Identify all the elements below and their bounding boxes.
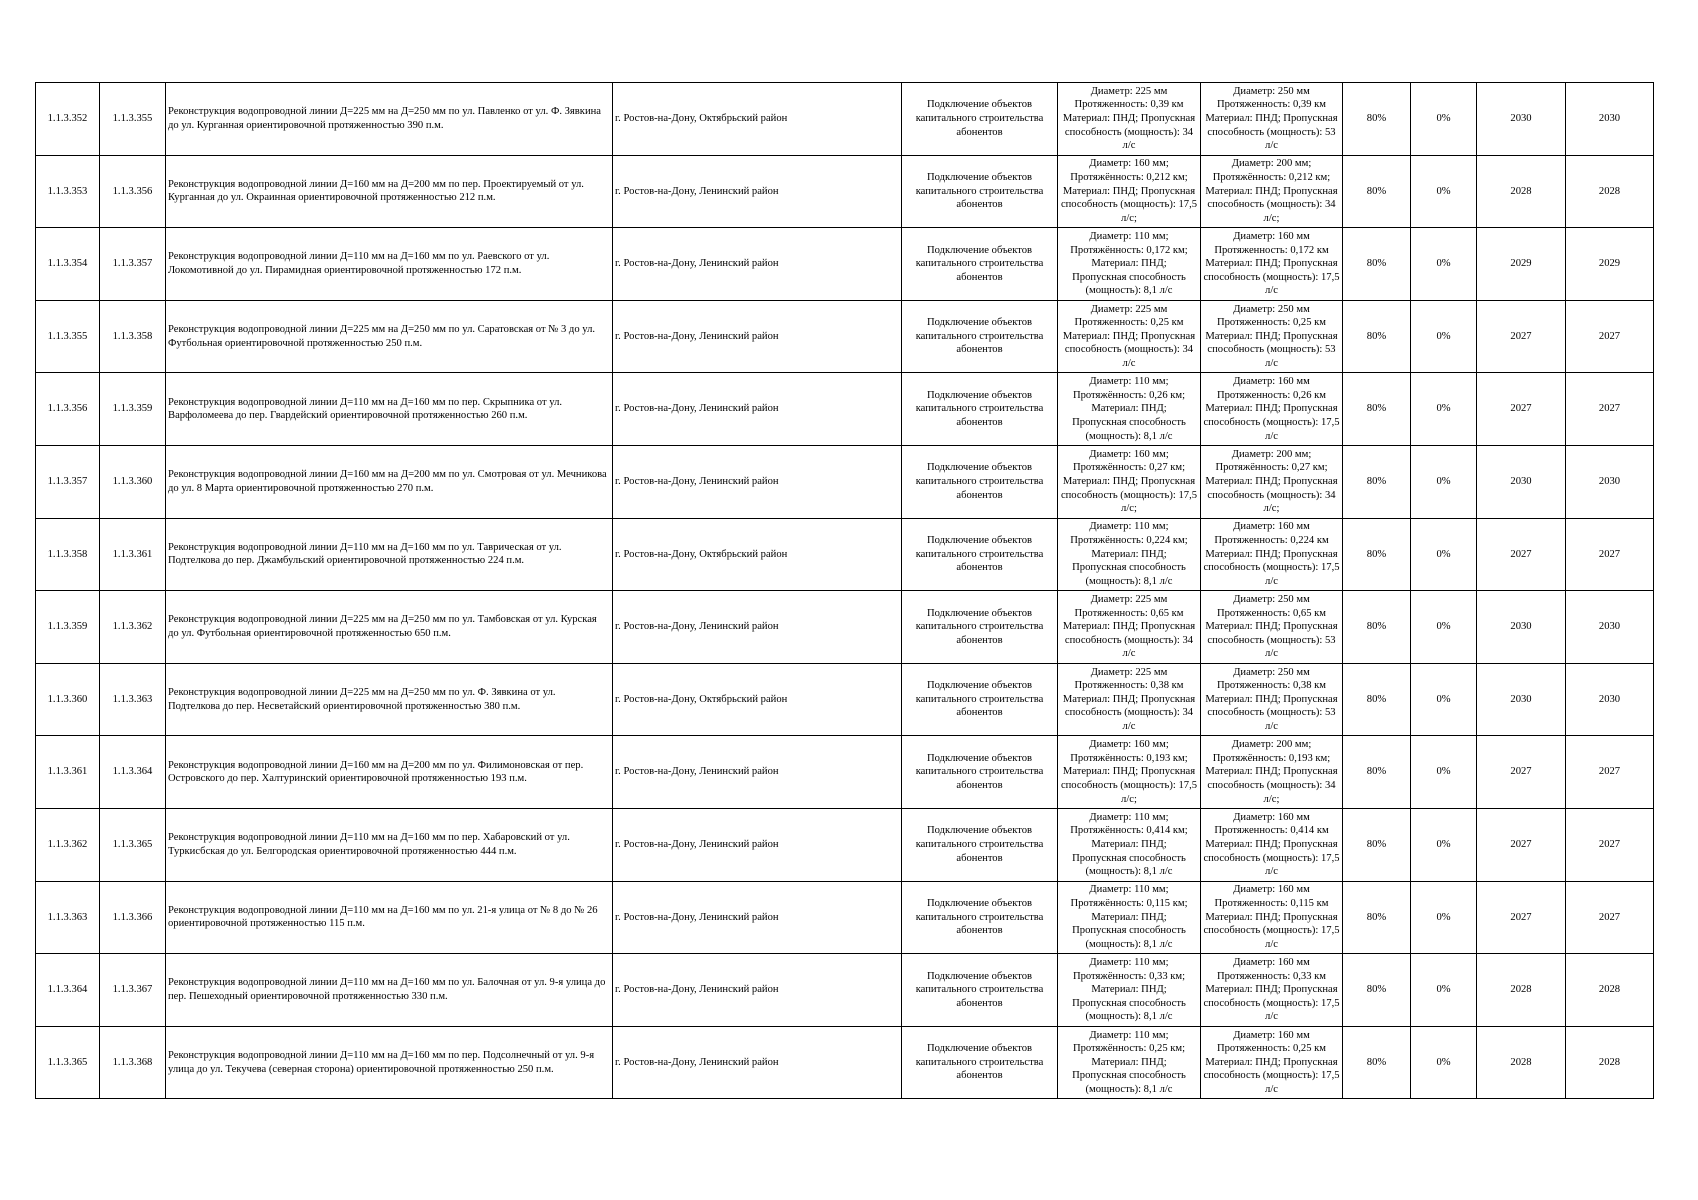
cell-purpose: Подключение объектов капитального строительства абонентов — [902, 591, 1058, 664]
table-row — [36, 954, 1654, 1027]
cell-percent-2: 0% — [1411, 663, 1477, 736]
cell-code: 1.1.3.356 — [100, 155, 166, 228]
cell-parameters-before: Диаметр: 110 мм; Протяжённость: 0,26 км; Материал: ПНД; Пропускная способность (мощность): 8,1 л/с — [1058, 373, 1201, 446]
cell-purpose: Подключение объектов капитального строительства абонентов — [902, 445, 1058, 518]
cell-year-end: 2027 — [1566, 736, 1654, 809]
cell-year-start: 2028 — [1477, 1026, 1566, 1099]
cell-year-start: 2028 — [1477, 954, 1566, 1027]
cell-code: 1.1.3.355 — [100, 83, 166, 156]
cell-project-name: Реконструкция водопроводной линии Д=225 мм на Д=250 мм по ул. Тамбовская от ул. Курская до ул. Футбольная ориентировочной протяженностью 650 п.м. — [166, 591, 613, 664]
cell-parameters-before: Диаметр: 225 мм Протяженность: 0,65 км Материал: ПНД; Пропускная способность (мощность): 34 л/с — [1058, 591, 1201, 664]
cell-parameters-before: Диаметр: 160 мм; Протяжённость: 0,212 км; Материал: ПНД; Пропускная способность (мощность): 17,5 л/с; — [1058, 155, 1201, 228]
cell-year-end: 2027 — [1566, 300, 1654, 373]
cell-project-name: Реконструкция водопроводной линии Д=225 мм на Д=250 мм по ул. Саратовская от № 3 до ул. Футбольная ориентировочной протяженностью 250 п.м. — [166, 300, 613, 373]
cell-location: г. Ростов-на-Дону, Ленинский район — [613, 228, 902, 301]
cell-parameters-after: Диаметр: 160 мм Протяженность: 0,224 км Материал: ПНД; Пропускная способность (мощность): 17,5 л/с — [1201, 518, 1343, 591]
cell-parameters-after: Диаметр: 160 мм Протяженность: 0,172 км Материал: ПНД; Пропускная способность (мощность): 17,5 л/с — [1201, 228, 1343, 301]
cell-percent-2: 0% — [1411, 518, 1477, 591]
cell-location: г. Ростов-на-Дону, Ленинский район — [613, 1026, 902, 1099]
cell-parameters-after: Диаметр: 160 мм Протяженность: 0,115 км Материал: ПНД; Пропускная способность (мощность): 17,5 л/с — [1201, 881, 1343, 954]
cell-code: 1.1.3.366 — [100, 881, 166, 954]
cell-number: 1.1.3.365 — [36, 1026, 100, 1099]
cell-percent-2: 0% — [1411, 954, 1477, 1027]
cell-percent-1: 80% — [1343, 228, 1411, 301]
cell-project-name: Реконструкция водопроводной линии Д=110 мм на Д=160 мм по пер. Хабаровский от ул. Туркисбская до ул. Белгородская ориентировочной протяженностью 444 п.м. — [166, 808, 613, 881]
table-row — [36, 373, 1654, 446]
cell-number: 1.1.3.363 — [36, 881, 100, 954]
cell-year-start: 2027 — [1477, 373, 1566, 446]
table-row — [36, 808, 1654, 881]
cell-project-name: Реконструкция водопроводной линии Д=225 мм на Д=250 мм по ул. Ф. Зявкина от ул. Подтелкова до пер. Несветайский ориентировочной протяженностью 380 п.м. — [166, 663, 613, 736]
cell-location: г. Ростов-на-Дону, Ленинский район — [613, 954, 902, 1027]
cell-parameters-before: Диаметр: 110 мм; Протяжённость: 0,414 км; Материал: ПНД; Пропускная способность (мощность): 8,1 л/с — [1058, 808, 1201, 881]
cell-percent-1: 80% — [1343, 954, 1411, 1027]
cell-purpose: Подключение объектов капитального строительства абонентов — [902, 228, 1058, 301]
cell-parameters-before: Диаметр: 110 мм; Протяжённость: 0,25 км; Материал: ПНД; Пропускная способность (мощность): 8,1 л/с — [1058, 1026, 1201, 1099]
cell-project-name: Реконструкция водопроводной линии Д=110 мм на Д=160 мм по пер. Подсолнечный от ул. 9-я улица до ул. Текучева (северная сторона) ориентировочной протяженностью 250 п.м. — [166, 1026, 613, 1099]
cell-year-end: 2028 — [1566, 155, 1654, 228]
cell-location: г. Ростов-на-Дону, Ленинский район — [613, 445, 902, 518]
cell-year-start: 2027 — [1477, 736, 1566, 809]
cell-location: г. Ростов-на-Дону, Ленинский район — [613, 373, 902, 446]
cell-parameters-before: Диаметр: 110 мм; Протяжённость: 0,33 км; Материал: ПНД; Пропускная способность (мощность): 8,1 л/с — [1058, 954, 1201, 1027]
cell-project-name: Реконструкция водопроводной линии Д=160 мм на Д=200 мм по пер. Проектируемый от ул. Курганная до ул. Окраинная ориентировочной протяженностью 212 п.м. — [166, 155, 613, 228]
cell-percent-1: 80% — [1343, 300, 1411, 373]
cell-purpose: Подключение объектов капитального строительства абонентов — [902, 663, 1058, 736]
table-row — [36, 591, 1654, 664]
cell-number: 1.1.3.357 — [36, 445, 100, 518]
cell-project-name: Реконструкция водопроводной линии Д=110 мм на Д=160 мм по ул. 21-я улица от № 8 до № 26 ориентировочной протяженностью 115 п.м. — [166, 881, 613, 954]
cell-year-end: 2027 — [1566, 808, 1654, 881]
table-row — [36, 881, 1654, 954]
cell-location: г. Ростов-на-Дону, Ленинский район — [613, 155, 902, 228]
cell-percent-1: 80% — [1343, 373, 1411, 446]
cell-parameters-after: Диаметр: 250 мм Протяженность: 0,25 км Материал: ПНД; Пропускная способность (мощность): 53 л/с — [1201, 300, 1343, 373]
cell-parameters-before: Диаметр: 110 мм; Протяжённость: 0,224 км; Материал: ПНД; Пропускная способность (мощность): 8,1 л/с — [1058, 518, 1201, 591]
cell-year-start: 2028 — [1477, 155, 1566, 228]
cell-percent-2: 0% — [1411, 736, 1477, 809]
cell-percent-2: 0% — [1411, 591, 1477, 664]
table-row — [36, 155, 1654, 228]
cell-year-start: 2027 — [1477, 808, 1566, 881]
cell-percent-1: 80% — [1343, 663, 1411, 736]
cell-location: г. Ростов-на-Дону, Ленинский район — [613, 591, 902, 664]
cell-code: 1.1.3.360 — [100, 445, 166, 518]
cell-number: 1.1.3.355 — [36, 300, 100, 373]
cell-percent-1: 80% — [1343, 155, 1411, 228]
cell-code: 1.1.3.361 — [100, 518, 166, 591]
cell-parameters-after: Диаметр: 250 мм Протяженность: 0,39 км Материал: ПНД; Пропускная способность (мощность): 53 л/с — [1201, 83, 1343, 156]
cell-code: 1.1.3.363 — [100, 663, 166, 736]
cell-percent-1: 80% — [1343, 518, 1411, 591]
cell-percent-2: 0% — [1411, 228, 1477, 301]
cell-percent-1: 80% — [1343, 83, 1411, 156]
cell-parameters-after: Диаметр: 200 мм; Протяжённость: 0,212 км; Материал: ПНД; Пропускная способность (мощность): 34 л/с; — [1201, 155, 1343, 228]
cell-location: г. Ростов-на-Дону, Октябрьский район — [613, 663, 902, 736]
cell-location: г. Ростов-на-Дону, Ленинский район — [613, 300, 902, 373]
cell-percent-1: 80% — [1343, 591, 1411, 664]
cell-number: 1.1.3.361 — [36, 736, 100, 809]
cell-purpose: Подключение объектов капитального строительства абонентов — [902, 83, 1058, 156]
cell-percent-1: 80% — [1343, 881, 1411, 954]
cell-parameters-after: Диаметр: 160 мм Протяженность: 0,33 км Материал: ПНД; Пропускная способность (мощность): 17,5 л/с — [1201, 954, 1343, 1027]
cell-code: 1.1.3.367 — [100, 954, 166, 1027]
cell-year-end: 2029 — [1566, 228, 1654, 301]
cell-location: г. Ростов-на-Дону, Ленинский район — [613, 881, 902, 954]
cell-project-name: Реконструкция водопроводной линии Д=225 мм на Д=250 мм по ул. Павленко от ул. Ф. Зявкина до ул. Курганная ориентировочной протяженностью 390 п.м. — [166, 83, 613, 156]
cell-number: 1.1.3.364 — [36, 954, 100, 1027]
cell-percent-2: 0% — [1411, 1026, 1477, 1099]
cell-code: 1.1.3.362 — [100, 591, 166, 664]
cell-parameters-before: Диаметр: 110 мм; Протяжённость: 0,172 км; Материал: ПНД; Пропускная способность (мощность): 8,1 л/с — [1058, 228, 1201, 301]
cell-year-start: 2027 — [1477, 881, 1566, 954]
table-row — [36, 228, 1654, 301]
cell-parameters-before: Диаметр: 160 мм; Протяжённость: 0,193 км; Материал: ПНД; Пропускная способность (мощность): 17,5 л/с; — [1058, 736, 1201, 809]
cell-percent-2: 0% — [1411, 808, 1477, 881]
cell-year-start: 2030 — [1477, 591, 1566, 664]
cell-percent-2: 0% — [1411, 83, 1477, 156]
cell-parameters-before: Диаметр: 110 мм; Протяжённость: 0,115 км; Материал: ПНД; Пропускная способность (мощность): 8,1 л/с — [1058, 881, 1201, 954]
cell-year-end: 2030 — [1566, 591, 1654, 664]
cell-year-start: 2030 — [1477, 663, 1566, 736]
table-row — [36, 445, 1654, 518]
cell-code: 1.1.3.368 — [100, 1026, 166, 1099]
cell-parameters-before: Диаметр: 160 мм; Протяжённость: 0,27 км; Материал: ПНД; Пропускная способность (мощность): 17,5 л/с; — [1058, 445, 1201, 518]
cell-year-start: 2030 — [1477, 83, 1566, 156]
cell-year-start: 2029 — [1477, 228, 1566, 301]
cell-purpose: Подключение объектов капитального строительства абонентов — [902, 518, 1058, 591]
cell-project-name: Реконструкция водопроводной линии Д=110 мм на Д=160 мм по ул. Таврическая от ул. Подтелкова до пер. Джамбульский ориентировочной протяженностью 224 п.м. — [166, 518, 613, 591]
cell-location: г. Ростов-на-Дону, Ленинский район — [613, 808, 902, 881]
cell-number: 1.1.3.360 — [36, 663, 100, 736]
cell-parameters-before: Диаметр: 225 мм Протяженность: 0,39 км Материал: ПНД; Пропускная способность (мощность): 34 л/с — [1058, 83, 1201, 156]
cell-year-end: 2030 — [1566, 445, 1654, 518]
table-row — [36, 663, 1654, 736]
cell-code: 1.1.3.364 — [100, 736, 166, 809]
table-body — [36, 83, 1654, 1099]
cell-purpose: Подключение объектов капитального строительства абонентов — [902, 373, 1058, 446]
cell-percent-1: 80% — [1343, 736, 1411, 809]
cell-purpose: Подключение объектов капитального строительства абонентов — [902, 300, 1058, 373]
cell-project-name: Реконструкция водопроводной линии Д=160 мм на Д=200 мм по ул. Смотровая от ул. Мечникова до ул. 8 Марта ориентировочной протяженностью 270 п.м. — [166, 445, 613, 518]
cell-number: 1.1.3.352 — [36, 83, 100, 156]
cell-location: г. Ростов-на-Дону, Ленинский район — [613, 736, 902, 809]
cell-percent-1: 80% — [1343, 445, 1411, 518]
cell-code: 1.1.3.365 — [100, 808, 166, 881]
cell-code: 1.1.3.359 — [100, 373, 166, 446]
cell-number: 1.1.3.356 — [36, 373, 100, 446]
cell-purpose: Подключение объектов капитального строительства абонентов — [902, 881, 1058, 954]
cell-number: 1.1.3.362 — [36, 808, 100, 881]
cell-percent-2: 0% — [1411, 300, 1477, 373]
cell-project-name: Реконструкция водопроводной линии Д=110 мм на Д=160 мм по пер. Скрыпника от ул. Варфоломеева до пер. Гвардейский ориентировочной протяженностью 260 п.м. — [166, 373, 613, 446]
cell-parameters-after: Диаметр: 200 мм; Протяжённость: 0,193 км; Материал: ПНД; Пропускная способность (мощность): 34 л/с; — [1201, 736, 1343, 809]
cell-parameters-before: Диаметр: 225 мм Протяженность: 0,38 км Материал: ПНД; Пропускная способность (мощность): 34 л/с — [1058, 663, 1201, 736]
table-row — [36, 1026, 1654, 1099]
cell-year-end: 2030 — [1566, 83, 1654, 156]
cell-year-end: 2028 — [1566, 954, 1654, 1027]
cell-year-end: 2027 — [1566, 518, 1654, 591]
cell-parameters-after: Диаметр: 160 мм Протяженность: 0,25 км Материал: ПНД; Пропускная способность (мощность): 17,5 л/с — [1201, 1026, 1343, 1099]
cell-project-name: Реконструкция водопроводной линии Д=160 мм на Д=200 мм по ул. Филимоновская от пер. Островского до пер. Халтуринский ориентировочной протяженностью 193 п.м. — [166, 736, 613, 809]
cell-number: 1.1.3.358 — [36, 518, 100, 591]
cell-code: 1.1.3.358 — [100, 300, 166, 373]
cell-number: 1.1.3.354 — [36, 228, 100, 301]
cell-year-end: 2027 — [1566, 881, 1654, 954]
cell-percent-2: 0% — [1411, 445, 1477, 518]
table-row — [36, 518, 1654, 591]
cell-year-start: 2030 — [1477, 445, 1566, 518]
cell-year-start: 2027 — [1477, 300, 1566, 373]
cell-parameters-after: Диаметр: 200 мм; Протяжённость: 0,27 км; Материал: ПНД; Пропускная способность (мощность): 34 л/с; — [1201, 445, 1343, 518]
cell-purpose: Подключение объектов капитального строительства абонентов — [902, 808, 1058, 881]
cell-purpose: Подключение объектов капитального строительства абонентов — [902, 155, 1058, 228]
cell-project-name: Реконструкция водопроводной линии Д=110 мм на Д=160 мм по ул. Раевского от ул. Локомотивной до ул. Пирамидная ориентировочной протяженностью 172 п.м. — [166, 228, 613, 301]
cell-purpose: Подключение объектов капитального строительства абонентов — [902, 1026, 1058, 1099]
cell-parameters-after: Диаметр: 160 мм Протяженность: 0,414 км Материал: ПНД; Пропускная способность (мощность): 17,5 л/с — [1201, 808, 1343, 881]
cell-parameters-before: Диаметр: 225 мм Протяженность: 0,25 км Материал: ПНД; Пропускная способность (мощность): 34 л/с — [1058, 300, 1201, 373]
cell-percent-1: 80% — [1343, 808, 1411, 881]
cell-number: 1.1.3.359 — [36, 591, 100, 664]
cell-location: г. Ростов-на-Дону, Октябрьский район — [613, 518, 902, 591]
cell-project-name: Реконструкция водопроводной линии Д=110 мм на Д=160 мм по ул. Балочная от ул. 9-я улица до пер. Пешеходный ориентировочной протяженностью 330 п.м. — [166, 954, 613, 1027]
cell-parameters-after: Диаметр: 250 мм Протяженность: 0,38 км Материал: ПНД; Пропускная способность (мощность): 53 л/с — [1201, 663, 1343, 736]
cell-percent-2: 0% — [1411, 155, 1477, 228]
cell-percent-1: 80% — [1343, 1026, 1411, 1099]
cell-location: г. Ростов-на-Дону, Октябрьский район — [613, 83, 902, 156]
cell-year-end: 2027 — [1566, 373, 1654, 446]
cell-parameters-after: Диаметр: 160 мм Протяженность: 0,26 км Материал: ПНД; Пропускная способность (мощность): 17,5 л/с — [1201, 373, 1343, 446]
cell-year-end: 2030 — [1566, 663, 1654, 736]
cell-purpose: Подключение объектов капитального строительства абонентов — [902, 736, 1058, 809]
cell-number: 1.1.3.353 — [36, 155, 100, 228]
table-row — [36, 300, 1654, 373]
cell-percent-2: 0% — [1411, 881, 1477, 954]
table-row — [36, 83, 1654, 156]
cell-code: 1.1.3.357 — [100, 228, 166, 301]
cell-parameters-after: Диаметр: 250 мм Протяженность: 0,65 км Материал: ПНД; Пропускная способность (мощность): 53 л/с — [1201, 591, 1343, 664]
projects-table — [35, 82, 1654, 1099]
table-row — [36, 736, 1654, 809]
cell-year-start: 2027 — [1477, 518, 1566, 591]
cell-purpose: Подключение объектов капитального строительства абонентов — [902, 954, 1058, 1027]
cell-percent-2: 0% — [1411, 373, 1477, 446]
cell-year-end: 2028 — [1566, 1026, 1654, 1099]
